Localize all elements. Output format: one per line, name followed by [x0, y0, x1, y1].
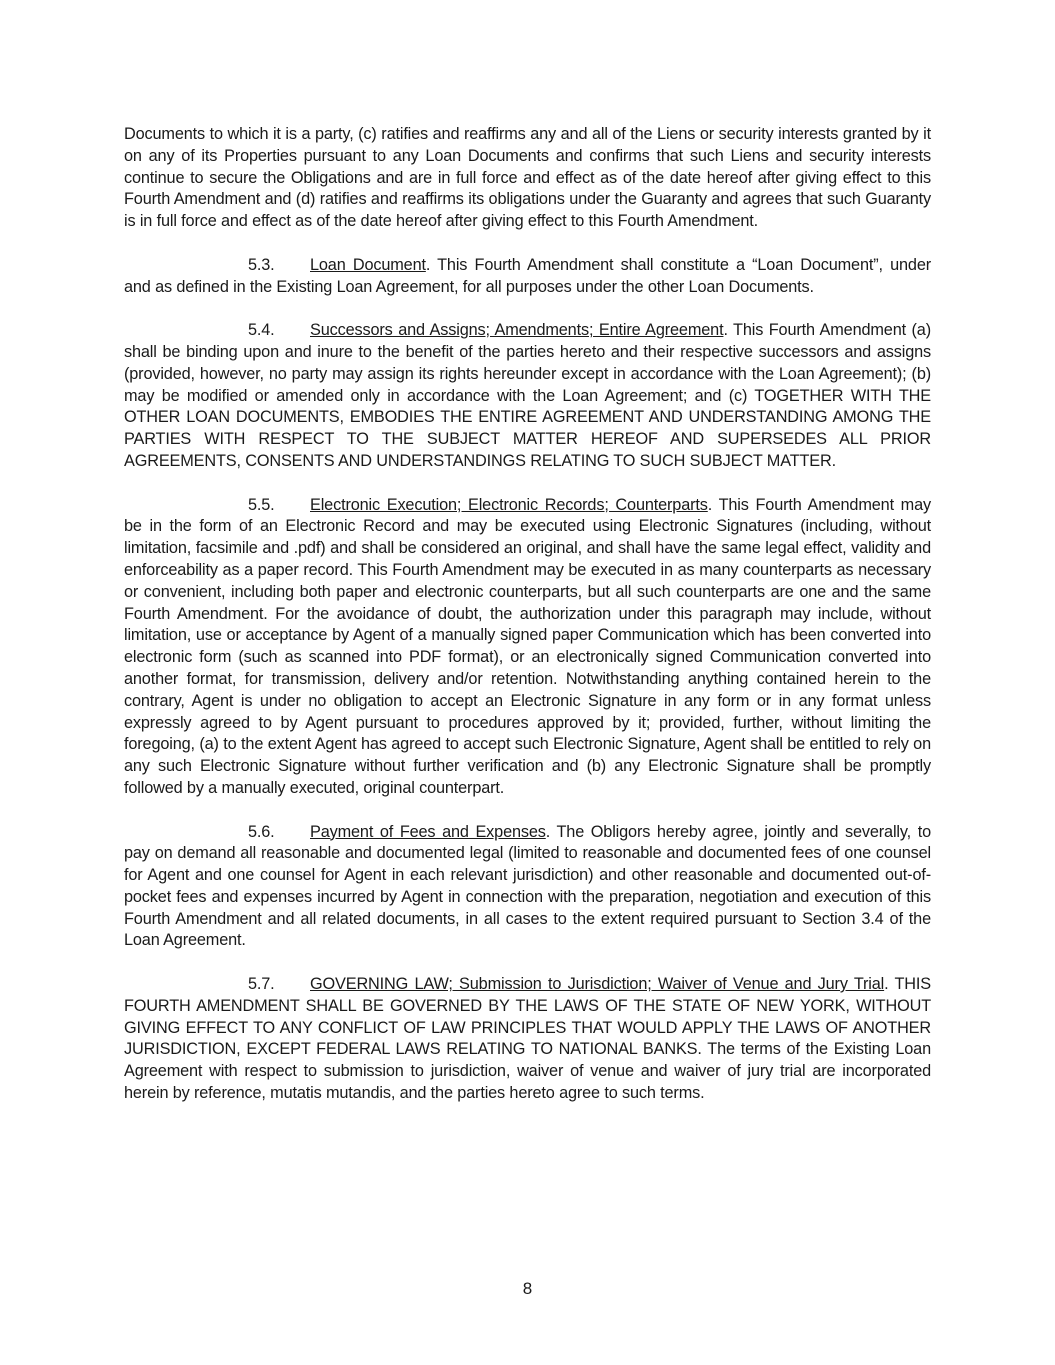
section-heading: Successors and Assigns; Amendments; Entire Agreement [310, 321, 724, 340]
section-heading: Electronic Execution; Electronic Records; Counterparts [310, 495, 708, 514]
section-number: 5.3. [248, 255, 275, 274]
section-5-3 [124, 255, 931, 299]
section-5-4 [124, 320, 931, 473]
opening-paragraph: Documents to which it is a party, (c) ratifies and reaffirms any and all of the Liens or security interests granted by it on any of its Properties pursuant to any Loan Documents and confirms that such Liens and security interests continue to secure the Obligations and are in full force and effect as of the date hereof after giving effect to this Fourth Amendment and (d) ratifies and reaffirms its obligations under the Guaranty and agrees that such Guaranty is in full force and effect as of the date hereof after giving effect to this Fourth Amendment. [124, 125, 931, 231]
section-body: . The Obligors hereby agree, jointly and severally, to pay on demand all reasonable and documented legal (limited to reasonable and documented fees of one counsel for Agent and one counsel for Agent in each relevant jurisdiction) and other reasonable and documented out-of-pocket fees and expenses incurred by Agent in connection with the preparation, negotiation and execution of this Fourth Amendment and all related documents, in all cases to the extent required pursuant to Section 3.4 of the Loan Agreement. [124, 822, 931, 950]
section-5-7 [124, 974, 931, 1105]
section-number: 5.6. [248, 822, 275, 841]
section-heading: GOVERNING LAW; Submission to Jurisdiction; Waiver of Venue and Jury Trial [310, 975, 885, 994]
section-number: 5.4. [248, 321, 275, 340]
section-body: . THIS FOURTH AMENDMENT SHALL BE GOVERNED BY THE LAWS OF THE STATE OF NEW YORK, WITHOUT GIVING EFFECT TO ANY CONFLICT OF LAW PRINCIPLES THAT WOULD APPLY THE LAWS OF ANOTHER JURISDICTION, EXCEPT FEDERAL LAWS RELATING TO NATIONAL BANKS. The terms of the Existing Loan Agreement with respect to submission to jurisdiction, waiver of venue and waiver of jury trial are incorporated herein by reference, mutatis mutandis, and the parties hereto agree to such terms. [124, 975, 931, 1103]
document-page [124, 124, 931, 1127]
page-number: 8 [522, 1279, 533, 1298]
section-number: 5.7. [248, 975, 275, 994]
section-body: . This Fourth Amendment (a) shall be binding upon and inure to the benefit of the parties hereto and their respective successors and assigns (provided, however, no party may assign its rights hereunder except in accordance with the Loan Agreement); (b) may be modified or amended only in accordance with the Loan Agreement; and (c) TOGETHER WITH THE OTHER LOAN DOCUMENTS, EMBODIES THE ENTIRE AGREEMENT AND UNDERSTANDING AMONG THE PARTIES WITH RESPECT TO THE SUBJECT MATTER HEREOF AND SUPERSEDES ALL PRIOR AGREEMENTS, CONSENTS AND UNDERSTANDINGS RELATING TO SUCH SUBJECT MATTER. [124, 321, 931, 470]
section-5-6 [124, 822, 931, 953]
section-body: . This Fourth Amendment may be in the form of an Electronic Record and may be executed using Electronic Signatures (including, without limitation, facsimile and .pdf) and shall be considered an original, and shall have the same legal effect, validity and enforceability as a paper record. This Fourth Amendment may be executed in as many counterparts as necessary or convenient, including both paper and electronic counterparts, but all such counterparts are one and the same Fourth Amendment. For the avoidance of doubt, the authorization under this paragraph may include, without limitation, use or acceptance by Agent of a manually signed paper Communication which has been converted into electronic form (such as scanned into PDF format), or an electronically signed Communication converted into another format, for transmission, delivery and/or retention. Notwithstanding anything contained herein to the contrary, Agent is under no obligation to accept an Electronic Signature in any form or in any format unless expressly agreed to by Agent pursuant to procedures approved by it; provided, further, without limiting the foregoing, (a) to the extent Agent has agreed to accept such Electronic Signature, Agent shall be entitled to rely on any such Electronic Signature without further verification and (b) any Electronic Signature shall be promptly followed by a manually executed, original counterpart. [124, 495, 931, 797]
section-heading: Loan Document [310, 255, 426, 274]
section-5-5 [124, 495, 931, 800]
section-heading: Payment of Fees and Expenses [310, 822, 546, 841]
section-number: 5.5. [248, 495, 275, 514]
section-body: . This Fourth Amendment shall constitute a “Loan Document”, under and as defined in the Existing Loan Agreement, for all purposes under the other Loan Documents. [124, 255, 931, 296]
